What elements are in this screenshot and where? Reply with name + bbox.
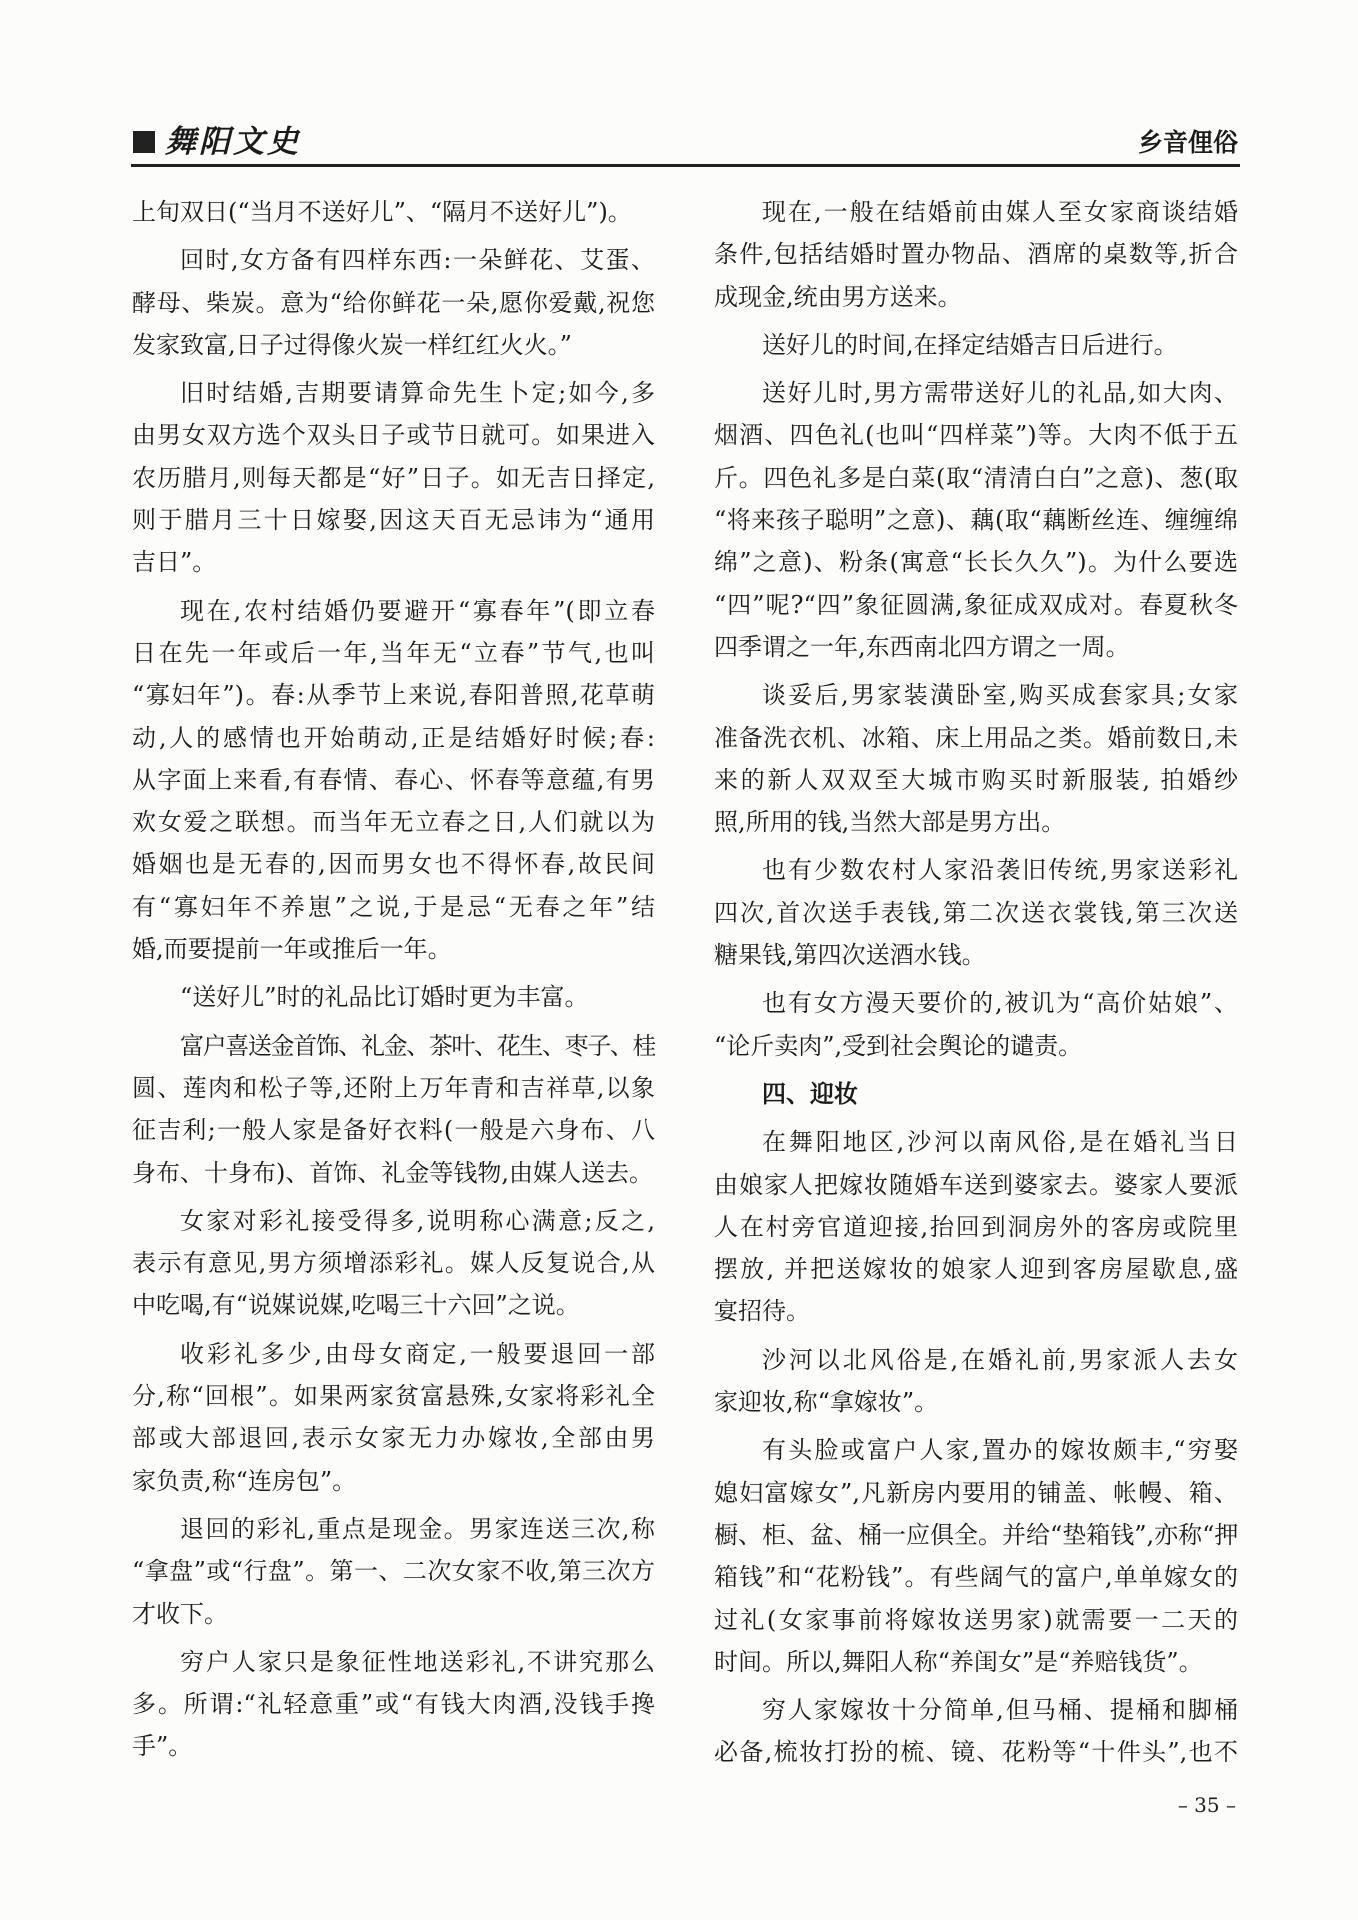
section-heading <box>714 1073 1238 1115</box>
page-number: – 35 – <box>1177 1793 1236 1817</box>
text-line: 糖果钱,第四次送酒水钱。 <box>714 941 986 970</box>
text-line: “送好儿”时的礼品比订婚时更为丰富。 <box>180 983 589 1012</box>
text-line: 来的新人双双至大城市购买时新服装, 拍婚纱 <box>714 765 1238 794</box>
paragraph <box>132 1508 655 1635</box>
text-line: 送好儿的时间,在择定结婚吉日后进行。 <box>762 330 1178 359</box>
text-line: 从字面上来看,有春情、春心、怀春等意蕴,有男 <box>132 765 655 794</box>
magazine-title: 舞阳文史 <box>165 124 301 160</box>
section-heading-text: 四、迎妆 <box>762 1078 858 1108</box>
paragraph <box>714 982 1238 1067</box>
paragraph <box>714 324 1238 366</box>
paragraph <box>132 976 655 1018</box>
text-line: 准备洗衣机、冰箱、床上用品之类。婚前数日,未 <box>714 723 1238 752</box>
paragraph <box>132 372 655 583</box>
text-line: 也有少数农村人家沿袭旧传统,男家送彩礼 <box>762 856 1238 885</box>
text-line: 有“寡妇年不养崽”之说,于是忌“无春之年”结 <box>132 892 655 921</box>
text-line: 手”。 <box>132 1732 193 1761</box>
text-line: 四次,首次送手表钱,第二次送衣裳钱,第三次送 <box>714 898 1238 927</box>
text-line: 欢女爱之联想。而当年无立春之日,人们就以为 <box>132 808 655 837</box>
paragraph <box>132 590 655 971</box>
paragraph <box>714 1429 1238 1683</box>
text-line: 日在先一年或后一年,当年无“立春”节气,也叫 <box>132 638 655 667</box>
text-line: 中吃喝,有“说媒说媒,吃喝三十六回”之说。 <box>132 1291 580 1320</box>
text-line: 过礼(女家事前将嫁妆送男家)就需要一二天的 <box>714 1605 1238 1634</box>
text-line: 时间。所以,舞阳人称“养闺女”是“养赔钱货”。 <box>714 1647 1203 1676</box>
text-line: 才收下。 <box>132 1599 228 1628</box>
text-line: 发家致富,日子过得像火炭一样红红火火。” <box>132 330 572 359</box>
text-line: 婚,而要提前一年或推后一年。 <box>132 935 452 964</box>
paragraph <box>132 1025 655 1194</box>
text-line: “四”呢?“四”象征圆满,象征成双成对。春夏秋冬 <box>714 590 1238 619</box>
text-line: 条件,包括结婚时置办物品、酒席的桌数等,折合 <box>714 240 1238 269</box>
text-line: 在舞阳地区,沙河以南风俗,是在婚礼当日 <box>762 1128 1238 1157</box>
text-line: 送好儿时,男方需带送好儿的礼品,如大肉、 <box>762 379 1238 408</box>
black-square-icon <box>133 131 155 153</box>
text-line: 摆放, 并把送嫁妆的娘家人迎到客房屋歇息,盛 <box>714 1255 1238 1284</box>
paragraph <box>714 674 1238 843</box>
text-line: 有头脸或富户人家,置办的嫁妆颇丰,“穷娶 <box>762 1436 1238 1465</box>
text-line: 家负责,称“连房包”。 <box>132 1466 357 1495</box>
text-line: 四季谓之一年,东西南北四方谓之一周。 <box>714 632 1130 661</box>
text-line: 成现金,统由男方送来。 <box>714 282 962 311</box>
header-rule <box>131 164 1240 167</box>
text-line: 酵母、柴炭。意为“给你鲜花一朵,愿你爱戴,祝您 <box>132 288 655 317</box>
text-line: 烟酒、四色礼(也叫“四样菜”)等。大肉不低于五 <box>714 421 1238 450</box>
text-line: 农历腊月,则每天都是“好”日子。如无吉日择定, <box>132 463 655 492</box>
text-line: 穷户人家只是象征性地送彩礼,不讲究那么 <box>180 1647 655 1676</box>
text-line: 斤。四色礼多是白菜(取“清清白白”之意)、葱(取 <box>714 463 1238 492</box>
text-line: 吉日”。 <box>132 548 217 577</box>
text-line: 必备,梳妆打扮的梳、镜、花粉等“十件头”,也不 <box>714 1738 1238 1767</box>
text-line: 圆、莲肉和松子等,还附上万年青和吉祥草,以象 <box>132 1073 655 1102</box>
text-line: 谈妥后,男家装潢卧室,购买成套家具;女家 <box>762 681 1238 710</box>
text-line: 人在村旁官道迎接,抬回到洞房外的客房或院里 <box>714 1212 1238 1241</box>
text-line: 动,人的感情也开始萌动,正是结婚好时候;春: <box>132 723 655 752</box>
text-line: 上旬双日(“当月不送好儿”、“隔月不送好儿”)。 <box>132 198 632 226</box>
text-line: 照,所用的钱,当然大部是男方出。 <box>714 808 1066 837</box>
paragraph <box>714 1339 1238 1424</box>
text-line: 也有女方漫天要价的,被讥为“高价姑娘”、 <box>762 989 1238 1018</box>
paragraph <box>132 239 655 366</box>
text-line: 宴招待。 <box>714 1297 810 1326</box>
text-line: 绵”之意)、粉条(寓意“长长久久”)。为什么要选 <box>714 548 1238 577</box>
paragraph <box>714 1121 1238 1332</box>
text-line: 退回的彩礼,重点是现金。男家连送三次,称 <box>180 1514 655 1543</box>
text-line: 穷人家嫁妆十分简单,但马桶、提桶和脚桶 <box>762 1696 1238 1725</box>
section-name: 乡音俚俗 <box>1137 128 1238 157</box>
text-line: 分,称“回根”。如果两家贫富悬殊,女家将彩礼全 <box>132 1382 655 1411</box>
text-line: “寡妇年”)。春:从季节上来说,春阳普照,花草萌 <box>132 681 655 710</box>
paragraph <box>714 372 1238 668</box>
paragraph <box>714 191 1238 318</box>
text-line: 富户喜送金首饰、礼金、茶叶、花生、枣子、桂 <box>180 1031 655 1060</box>
left-column <box>132 191 655 1768</box>
text-line: 部或大部退回,表示女家无力办嫁妆,全部由男 <box>132 1424 655 1453</box>
text-line: 女家对彩礼接受得多,说明称心满意;反之, <box>180 1206 655 1235</box>
paragraph <box>132 1333 655 1502</box>
paragraph <box>714 849 1238 976</box>
text-line: 媳妇富嫁女”,凡新房内要用的铺盖、帐幔、箱、 <box>714 1478 1238 1507</box>
text-line: 现在,农村结婚仍要避开“寡春年”(即立春 <box>180 596 655 625</box>
right-column <box>714 191 1238 1774</box>
text-line: 则于腊月三十日嫁娶,因这天百无忌讳为“通用 <box>132 506 655 535</box>
text-line: “将来孩子聪明”之意)、藕(取“藕断丝连、缠缠绵 <box>714 506 1238 535</box>
text-line: 旧时结婚,吉期要请算命先生卜定;如今,多 <box>180 379 655 408</box>
paragraph <box>714 1689 1238 1774</box>
text-line: 由娘家人把嫁妆随婚车送到婆家去。婆家人要派 <box>714 1170 1238 1199</box>
text-line: 收彩礼多少,由母女商定,一般要退回一部 <box>180 1339 655 1368</box>
text-line: 多。所谓:“礼轻意重”或“有钱大肉酒,没钱手搀 <box>132 1690 655 1719</box>
text-line: 沙河以北风俗是,在婚礼前,男家派人去女 <box>762 1345 1238 1374</box>
paragraph <box>132 191 655 233</box>
text-line: 现在,一般在结婚前由媒人至女家商谈结婚 <box>762 198 1238 226</box>
text-line: 表示有意见,男方须增添彩礼。媒人反复说合,从 <box>132 1249 655 1278</box>
paragraph <box>132 1641 655 1768</box>
text-line: 婚姻也是无春的,因而男女也不得怀春,故民间 <box>132 850 655 879</box>
text-line: 家迎妆,称“拿嫁妆”。 <box>714 1388 939 1417</box>
text-line: “拿盘”或“行盘”。第一、二次女家不收,第三次方 <box>132 1557 655 1586</box>
paragraph <box>132 1200 655 1327</box>
text-line: 橱、柜、盆、桶一应俱全。并给“垫箱钱”,亦称“押 <box>714 1520 1238 1549</box>
text-line: 由男女双方选个双头日子或节日就可。如果进入 <box>132 421 655 450</box>
text-line: 征吉利;一般人家是备好衣料(一般是六身布、八 <box>132 1116 655 1145</box>
text-line: 箱钱”和“花粉钱”。有些阔气的富户,单单嫁女的 <box>714 1563 1238 1592</box>
text-line: “论斤卖肉”,受到社会舆论的谴责。 <box>714 1031 1083 1060</box>
text-line: 回时,女方备有四样东西:一朵鲜花、艾蛋、 <box>180 246 655 275</box>
text-line: 身布、十身布)、首饰、礼金等钱物,由媒人送去。 <box>132 1158 653 1187</box>
